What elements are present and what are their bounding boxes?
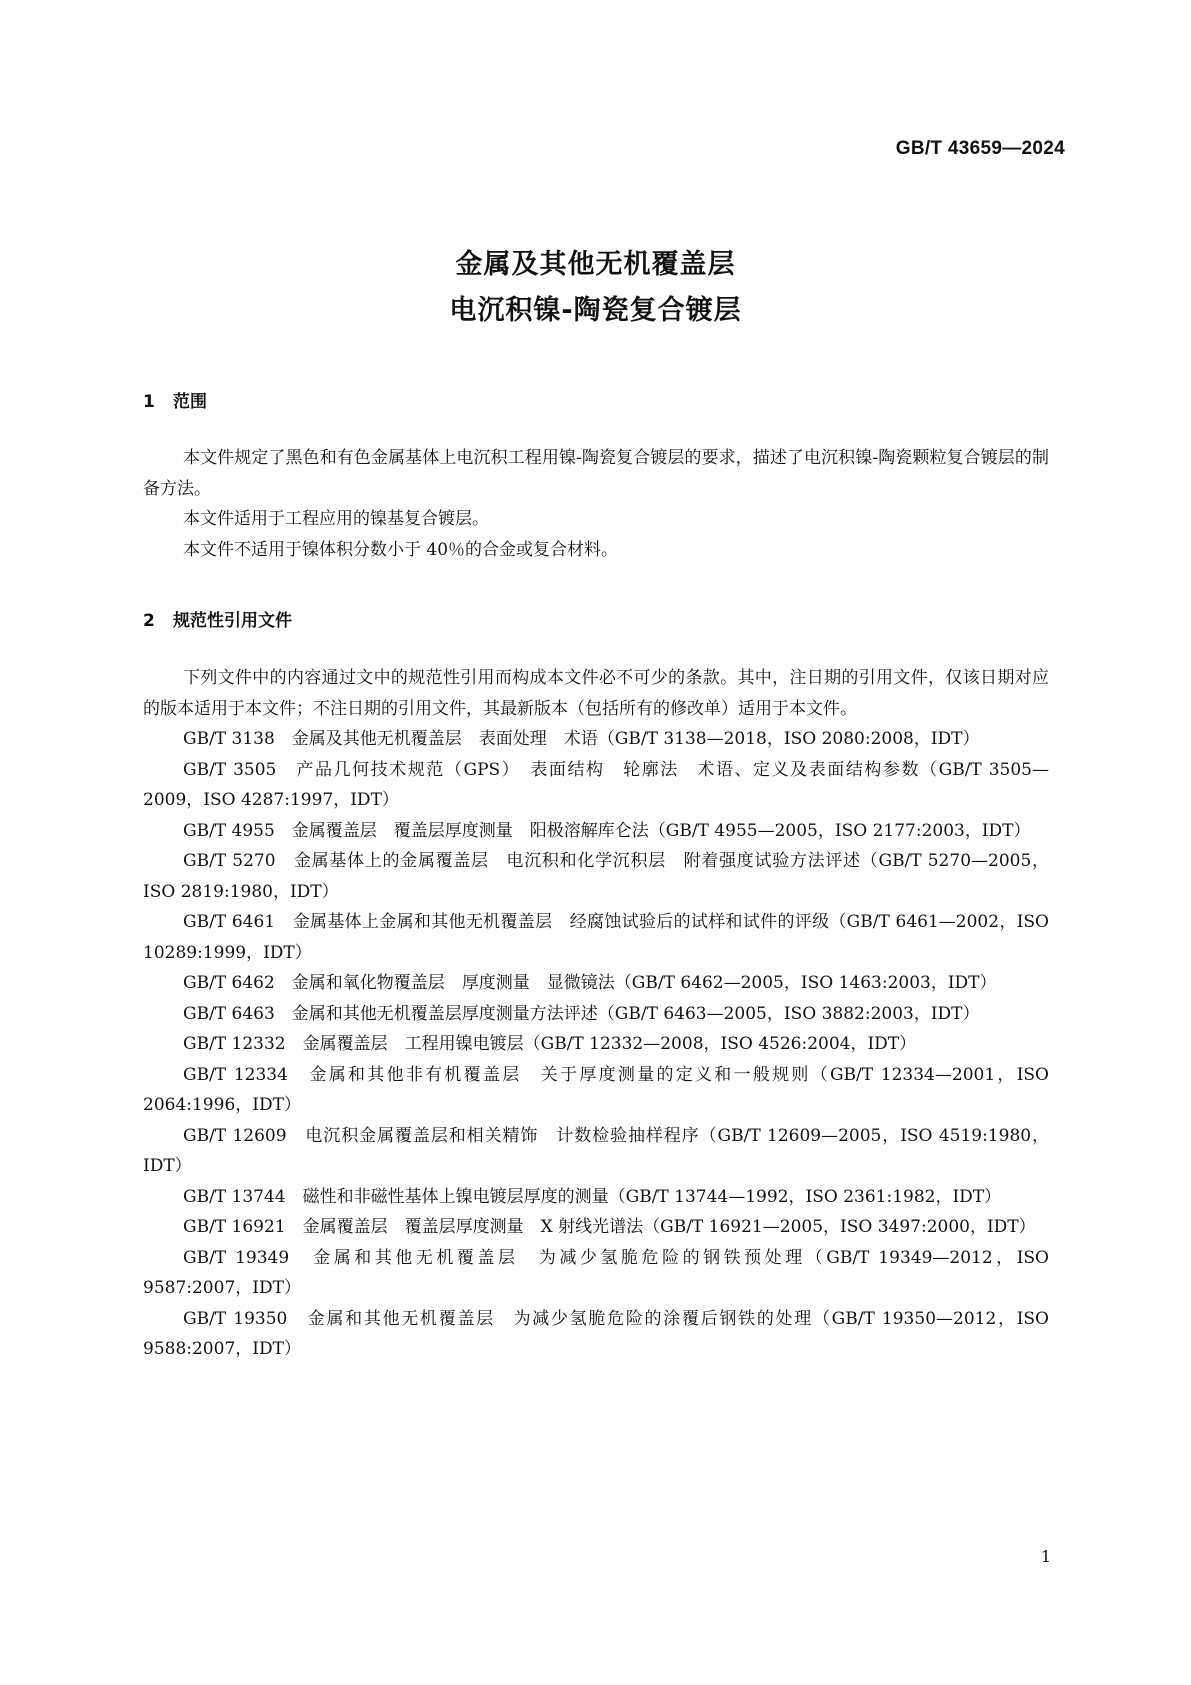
document-title-line2: 电沉积镍-陶瓷复合镀层	[449, 295, 742, 326]
reference-item: GB/T 6462 金属和氧化物覆盖层 厚度测量 显微镜法（GB/T 6462—2005，ISO 1463:2003，IDT）	[183, 973, 997, 993]
reference-item: GB/T 12609 电沉积金属覆盖层和相关精饰 计数检验抽样程序（GB/T 12609—2005，ISO 4519:1980，IDT）	[143, 1125, 1049, 1176]
page-number: 1	[1040, 1547, 1051, 1566]
section-1-heading	[143, 387, 207, 412]
reference-item: GB/T 4955 金属覆盖层 覆盖层厚度测量 阳极溶解库仑法（GB/T 4955—2005，ISO 2177:2003，IDT）	[183, 820, 1031, 841]
section-1-title: 范围	[173, 392, 207, 412]
section-2-title: 规范性引用文件	[173, 611, 292, 631]
section-2-heading	[143, 606, 292, 631]
reference-item: GB/T 13744 磁性和非磁性基体上镍电镀层厚度的测量（GB/T 13744—1992，ISO 2361:1982，IDT）	[183, 1186, 1002, 1207]
reference-item: GB/T 6463 金属和其他无机覆盖层厚度测量方法评述（GB/T 6463—2005，ISO 3882:2003，IDT）	[183, 1003, 980, 1024]
reference-item: GB/T 12332 金属覆盖层 工程用镍电镀层（GB/T 12332—2008，ISO 4526:2004，IDT）	[183, 1034, 917, 1054]
reference-item: GB/T 16921 金属覆盖层 覆盖层厚度测量 X 射线光谱法（GB/T 16921—2005，ISO 3497:2000，IDT）	[183, 1217, 1036, 1237]
reference-item: GB/T 5270 金属基体上的金属覆盖层 电沉积和化学沉积层 附着强度试验方法评述（GB/T 5270—2005，ISO 2819:1980，IDT）	[143, 851, 1049, 902]
reference-item: GB/T 3138 金属及其他无机覆盖层 表面处理 术语（GB/T 3138—2018，ISO 2080:2008，IDT）	[183, 729, 980, 749]
section-1-body	[143, 443, 1049, 565]
section-2-number: 2	[143, 611, 155, 631]
scope-paragraph: 本文件适用于工程应用的镍基复合镀层。	[183, 509, 489, 529]
standard-number: GB/T 43659—2024	[895, 138, 1065, 159]
section-2-body	[143, 663, 1049, 1365]
reference-item: GB/T 6461 金属基体上金属和其他无机覆盖层 经腐蚀试验后的试样和试件的评级（GB/T 6461—2002，ISO 10289:1999，IDT）	[143, 912, 1049, 963]
section-1-number: 1	[143, 392, 155, 412]
document-title-line1: 金属及其他无机覆盖层	[455, 249, 736, 280]
scope-paragraph: 本文件规定了黑色和有色金属基体上电沉积工程用镍-陶瓷复合镀层的要求，描述了电沉积镍-陶瓷颗粒复合镀层的制备方法。	[143, 448, 1049, 499]
reference-item: GB/T 19349 金属和其他无机覆盖层 为减少氢脆危险的钢铁预处理（GB/T 19349—2012，ISO 9587:2007，IDT）	[143, 1247, 1049, 1298]
reference-item: GB/T 3505 产品几何技术规范（GPS） 表面结构 轮廓法 术语、定义及表面结构参数（GB/T 3505—2009，ISO 4287:1997，IDT）	[143, 759, 1049, 810]
reference-item: GB/T 19350 金属和其他无机覆盖层 为减少氢脆危险的涂覆后钢铁的处理（GB/T 19350—2012，ISO 9588:2007，IDT）	[143, 1308, 1049, 1359]
references-intro: 下列文件中的内容通过文中的规范性引用而构成本文件必不可少的条款。其中，注日期的引用文件，仅该日期对应的版本适用于本文件；不注日期的引用文件，其最新版本（包括所有的修改单）适用于本文件。	[143, 668, 1049, 719]
reference-item: GB/T 12334 金属和其他非有机覆盖层 关于厚度测量的定义和一般规则（GB/T 12334—2001，ISO 2064:1996，IDT）	[143, 1064, 1049, 1115]
scope-paragraph: 本文件不适用于镍体积分数小于 40％的合金或复合材料。	[183, 539, 619, 560]
